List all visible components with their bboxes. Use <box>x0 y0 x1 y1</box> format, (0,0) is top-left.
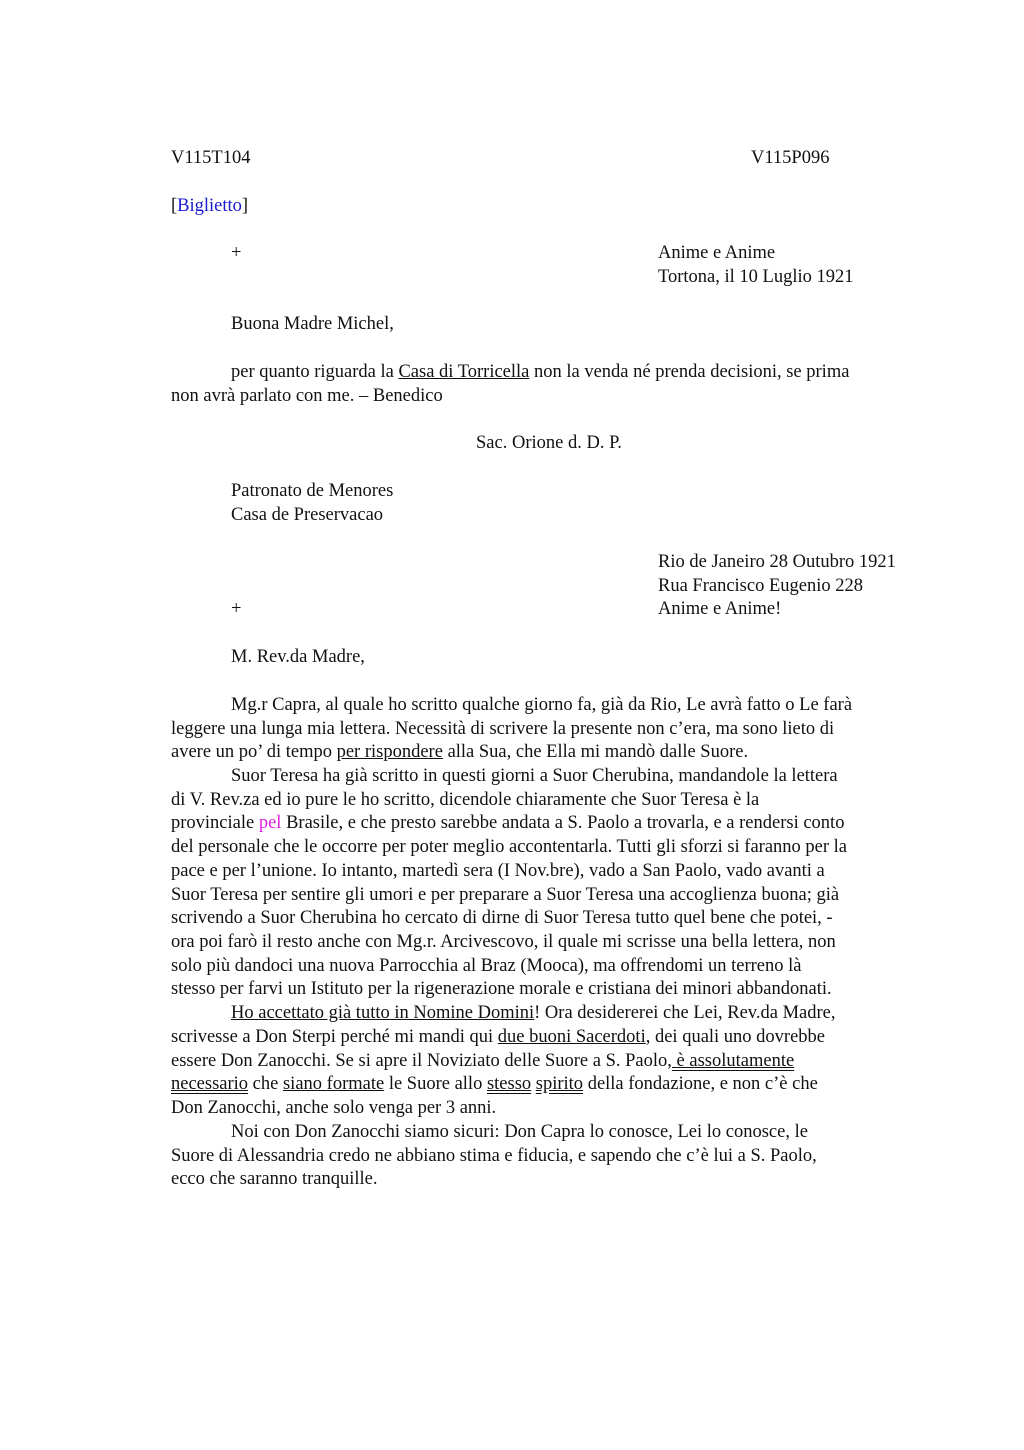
body-line: non avrà parlato con me. – Benedico <box>171 386 443 406</box>
address: Rua Francisco Eugenio 228 <box>658 576 863 596</box>
body-line: ecco che saranno tranquille. <box>171 1169 378 1189</box>
body-line: pace e per l’unione. Io intanto, martedì sera (I Nov.bre), vado a San Paolo, vado avanti a <box>171 861 825 881</box>
body-line: scrivesse a Don Sterpi perché mi mandi qui due buoni Sacerdoti, dei quali uno dovrebbe <box>171 1027 826 1047</box>
body-line: necessario che siano formate le Suore allo stesso spirito della fondazione, e non c’è che <box>171 1074 818 1094</box>
cross-symbol: + <box>231 599 242 619</box>
body-line: Ho accettato già tutto in Nomine Domini! Ora desidererei che Lei, Rev.da Madre, <box>231 1003 836 1023</box>
header-right-code: V115P096 <box>751 148 830 168</box>
underlined-phrase: per rispondere <box>336 742 443 762</box>
place-date: Rio de Janeiro 28 Outubro 1921 <box>658 552 896 572</box>
organization-line: Casa de Preservacao <box>231 505 384 525</box>
body-line: provinciale pel Brasile, e che presto sarebbe andata a S. Paolo a trovarla, e a rendersi conto <box>171 813 845 833</box>
motto: Anime e Anime! <box>658 599 782 619</box>
body-line: stesso per farvi un Istituto per la rigenerazione morale e cristiana dei minori abbandonati. <box>171 979 832 999</box>
body-line: Don Zanocchi, anche solo venga per 3 anni. <box>171 1098 497 1118</box>
underlined-phrase: siano formate <box>282 1074 385 1094</box>
body-line: Mg.r Capra, al quale ho scritto qualche giorno fa, già da Rio, Le avrà fatto o Le farà <box>231 695 853 715</box>
body-line: ora poi farò il resto anche con Mg.r. Arcivescovo, il quale mi scrisse una bella lettera, non <box>171 932 836 952</box>
organization-line: Patronato de Menores <box>231 481 394 501</box>
motto: Anime e Anime <box>658 243 776 263</box>
highlighted-word: pel <box>258 813 282 833</box>
salutation: Buona Madre Michel, <box>231 314 394 334</box>
salutation: M. Rev.da Madre, <box>231 647 365 667</box>
double-underlined-phrase: spirito <box>535 1074 584 1094</box>
body-line: essere Don Zanocchi. Se si apre il Noviziato delle Suore a S. Paolo, è assolutamente <box>171 1051 795 1071</box>
header-left-code: V115T104 <box>171 148 251 168</box>
body-line: Suor Teresa per sentire gli umori e per preparare a Suor Teresa una accoglienza buona; già <box>171 885 840 905</box>
body-line: Noi con Don Zanocchi siamo sicuri: Don Capra lo conosce, Lei lo conosce, le <box>231 1122 808 1142</box>
body-line: leggere una lunga mia lettera. Necessità di scrivere la presente non c’era, ma sono lieto di <box>171 719 835 739</box>
double-underlined-phrase: stesso <box>486 1074 532 1094</box>
underlined-phrase: due buoni Sacerdoti <box>497 1027 646 1047</box>
body-line: solo più dandoci una nuova Parrocchia al Braz (Mooca), ma offrendomi un terreno là <box>171 956 802 976</box>
underlined-phrase: Ho accettato già tutto in Nomine Domini <box>231 1003 535 1023</box>
body-line: di V. Rev.za ed io pure le ho scritto, dicendole chiaramente che Suor Teresa è la <box>171 790 760 810</box>
body-line: scrivendo a Suor Cherubina ho cercato di dirne di Suor Teresa tutto quel bene che potei, - <box>171 908 833 928</box>
double-underlined-phrase: necessario <box>171 1074 249 1094</box>
biglietto-word: Biglietto <box>177 196 242 216</box>
signature: Sac. Orione d. D. P. <box>476 433 622 453</box>
body-line: del personale che le occorre per poter meglio accontentarla. Tutti gli sforzi si faranno per la <box>171 837 848 857</box>
body-line: Suor Teresa ha già scritto in questi giorni a Suor Cherubina, mandandole la lettera <box>231 766 838 786</box>
cross-symbol: + <box>231 243 242 263</box>
double-underlined-phrase: , è assolutamente <box>667 1051 795 1071</box>
body-line: avere un po’ di tempo per rispondere alla Sua, che Ella mi mandò dalle Suore. <box>171 742 749 762</box>
biglietto-label: [Biglietto] <box>171 196 249 216</box>
underlined-phrase: Casa di Torricella <box>398 362 530 382</box>
place-date: Tortona, il 10 Luglio 1921 <box>658 267 854 287</box>
body-line: per quanto riguarda la Casa di Torricella non la venda né prenda decisioni, se prima <box>231 362 850 382</box>
body-line: Suore di Alessandria credo ne abbiano stima e fiducia, e sapendo che c’è lui a S. Paolo, <box>171 1146 817 1166</box>
